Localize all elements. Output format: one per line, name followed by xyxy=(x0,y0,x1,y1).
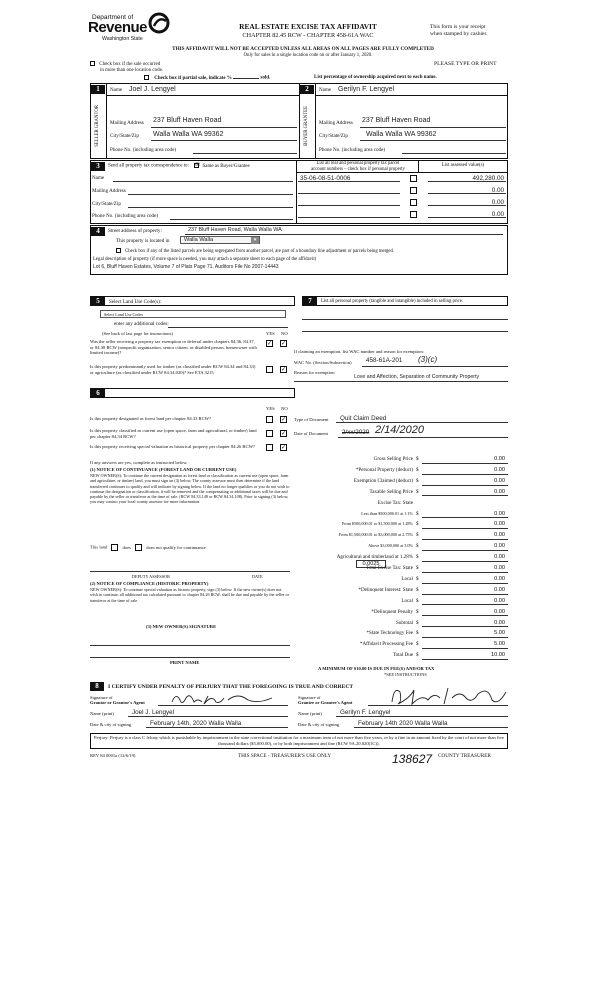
notice-2-body: NEW OWNER(S): To continue special valuation as historic property, sign (3) below. If the new owner(s) does not wish to continue, all additional tax calculated pursuant to chapter 84.26 RCW, shall be due and payable by the seller or transferor at the time of sale. xyxy=(90,587,290,603)
print-name-label: PRINT NAME xyxy=(170,660,200,665)
tax-row xyxy=(288,652,508,661)
seller-side-label-wrap xyxy=(91,95,105,157)
tax-label: Excise Tax: State xyxy=(377,499,413,506)
partial-sale-pct-field[interactable] xyxy=(233,78,259,79)
multi-location-label-2: in more than one location code. xyxy=(100,67,164,73)
tax-value[interactable]: 0.00 xyxy=(422,489,508,497)
sec6-q3-yes-checkbox[interactable] xyxy=(266,444,273,451)
tax-label: Subtotal xyxy=(396,619,413,626)
dollar-sign: $ xyxy=(416,608,419,615)
tax-label: From $500,000.01 to $1,500,000 at 1.28% xyxy=(341,521,413,527)
dor-swoosh-icon xyxy=(148,12,170,34)
doc-date-struck: 2/xx/2020 xyxy=(342,429,370,436)
tax-value[interactable]: 0.00 xyxy=(422,467,508,475)
seller-name-value[interactable]: Joel J. Lengyel xyxy=(129,85,176,93)
sec3-mailing-line[interactable] xyxy=(128,191,293,195)
assessed-header: List assessed value(s) xyxy=(441,163,485,168)
tax-value[interactable]: 0.00 xyxy=(422,456,508,464)
tax-label: *Affidavit Processing Fee xyxy=(359,641,413,648)
dor-logo xyxy=(88,8,178,44)
wac-value[interactable]: 458-61A-201 xyxy=(366,357,403,364)
exemption-label: If claiming an exemption, list WAC number and reason for exemption: xyxy=(294,349,424,354)
receipt-line-2: when stamped by cashier. xyxy=(430,30,488,37)
seller-phone-label: Phone No. (including area code) xyxy=(110,147,177,153)
notice-2-title: (2) NOTICE OF COMPLIANCE (HISTORIC PROPERTY) xyxy=(90,581,209,586)
street-value[interactable]: 237 Bluff Haven Road, Walla Walla WA xyxy=(188,227,282,233)
certify-text: I CERTIFY UNDER PENALTY OF PERJURY THAT THE FOREGOING IS TRUE AND CORRECT xyxy=(108,684,354,690)
buyer-mailing-label: Mailing Address xyxy=(319,120,353,126)
land-use-label: Select Land Use Code(s): xyxy=(109,299,162,305)
sec6-question-1: Is this property designated as forest land per chapter 84.33 RCW? xyxy=(90,416,212,421)
seller-name-label: Name xyxy=(110,87,123,93)
parcel-number[interactable]: 35-06-08-51-0006 xyxy=(300,175,351,182)
tax-value[interactable]: 0.00 xyxy=(422,521,508,529)
grantor-date-label: Date & city of signing xyxy=(90,722,132,727)
partial-sale-row xyxy=(144,75,270,82)
section-3-number: 3 xyxy=(91,162,105,171)
sec5-yes-header: YES xyxy=(266,331,275,336)
does-qualify-checkbox[interactable] xyxy=(111,544,118,551)
deputy-date-label: DATE xyxy=(252,574,263,579)
parcel-number-line xyxy=(298,217,400,218)
tax-label: Agricultural and timberland at 1.28% xyxy=(336,554,413,561)
logo-dept-text: Department of xyxy=(92,14,134,21)
tax-value[interactable]: 0.00 xyxy=(422,576,508,584)
stamp-number: 138627 xyxy=(392,752,433,766)
tax-label: Exemption Claimed (deduct) xyxy=(353,477,413,484)
tax-row xyxy=(288,565,508,574)
segregated-row xyxy=(116,248,394,254)
sec6-q2-no-checkbox[interactable]: ✓ xyxy=(281,431,287,437)
seller-city-label: City/State/Zip xyxy=(110,133,139,139)
sec5-question-1: Was the seller receiving a property tax exemption or deferral under chapters 84.36, 84.37, or 84.38 RCW (nonprofit organization, senior citizen, or disabled person, homeowner with limited income)? xyxy=(90,339,257,355)
tax-label: Above $3,000,000 at 3.0% xyxy=(368,543,413,549)
section-7-number: 7 xyxy=(303,297,317,306)
dollar-sign: $ xyxy=(416,532,419,539)
parcel-row xyxy=(298,186,508,197)
grantor-signature xyxy=(168,690,278,708)
personal-property-checkbox[interactable] xyxy=(410,211,417,218)
dollar-sign: $ xyxy=(416,641,419,648)
same-as-buyer-checkbox[interactable]: ☒ xyxy=(195,163,200,168)
buyer-name-value[interactable]: Gerilyn F. Lengyel xyxy=(338,85,395,93)
dollar-sign: $ xyxy=(416,586,419,593)
buyer-phone-line[interactable] xyxy=(402,148,506,154)
reason-label: Reason for exemption xyxy=(294,370,335,375)
logo-revenue-text: Revenue xyxy=(88,19,148,36)
dollar-sign: $ xyxy=(416,521,419,528)
section-8-number: 8 xyxy=(90,682,104,691)
sec6-q3-no-checkbox[interactable]: ✓ xyxy=(281,445,287,451)
sec3-name-line[interactable] xyxy=(113,178,293,182)
partial-sale-sold: sold. xyxy=(260,75,271,81)
dollar-sign: $ xyxy=(416,466,419,473)
treasurer-space: THIS SPACE - TREASURER'S USE ONLY xyxy=(238,753,332,759)
tax-value[interactable]: 0.00 xyxy=(422,511,508,519)
tax-row xyxy=(288,456,508,465)
grantor-date-value[interactable]: February 14th, 2020 Walla Walla xyxy=(150,720,242,727)
rev-number: REV 84 0001a (12/6/19) xyxy=(90,753,136,758)
assessed-value[interactable]: 0.00 xyxy=(491,211,504,218)
grantee-name-value[interactable]: Gerilyn F. Lengyel xyxy=(340,709,391,716)
perjury-notice: Perjury: Perjury is a class C felony which is punishable by imprisonment in the state correctional institution for a maximum term of not more than five years, or by a fine in an amount fixed by the court of not more than five thousand dollars ($5,000.00), or by both imprisonment and fine (RCW 9A.20.020(1C)). xyxy=(90,733,508,749)
affidavit-page xyxy=(88,8,514,838)
section-6-number: 6 xyxy=(91,389,105,398)
logo-state-text: Washington State xyxy=(102,36,143,42)
buyer-name-label: Name xyxy=(319,87,332,93)
personal-property-checkbox[interactable] xyxy=(410,199,417,206)
assessed-value[interactable]: 0.00 xyxy=(491,199,504,206)
this-land-label: This land xyxy=(90,544,108,550)
sec3-divider xyxy=(296,160,297,224)
grantor-name-value[interactable]: Joel J. Lengyel xyxy=(132,709,175,716)
tax-label: Less than $500,000.01 at 1.1% xyxy=(361,510,413,516)
segregated-checkbox[interactable] xyxy=(116,248,121,253)
send-correspondence-label: Send all property tax correspondence to: xyxy=(108,163,189,169)
tax-value[interactable]: 0.00 xyxy=(422,532,508,540)
tax-row xyxy=(288,609,508,618)
section-5-header xyxy=(90,296,295,306)
ownership-note: List percentage of ownership acquired next to each name. xyxy=(314,75,437,80)
sec6-question-3: Is this property receiving special valuation as historical property per chapter 84.26 RCW? xyxy=(90,444,255,449)
tax-row xyxy=(288,587,508,596)
dollar-sign: $ xyxy=(416,575,419,582)
tax-row xyxy=(288,641,508,650)
notice-1-title: (1) NOTICE OF CONTINUANCE (FOREST LAND OR CURRENT USE) xyxy=(90,467,237,472)
buyer-city-value[interactable]: Walla Walla WA 99362 xyxy=(366,131,437,138)
tax-label: *Personal Property (deduct) xyxy=(355,466,413,473)
tax-row xyxy=(288,500,508,509)
assessed-value[interactable]: 492,280.00 xyxy=(472,175,504,182)
new-owner-signature-label: (3) NEW OWNER(S) SIGNATURE xyxy=(146,624,217,629)
tax-label: *State Technology Fee xyxy=(366,630,413,637)
tax-value[interactable]: 0.00 xyxy=(422,587,508,595)
form-title: REAL ESTATE EXCISE TAX AFFIDAVIT xyxy=(239,22,377,31)
sec6-question-2: Is this property classified as current use (open space, farm and agricultural, or timber) land per chapter 84.34 RCW? xyxy=(90,428,257,439)
sec6-q1-yes-checkbox[interactable] xyxy=(266,416,273,423)
parcel-header-rule xyxy=(296,172,508,173)
tax-value[interactable]: 0.00 xyxy=(422,598,508,606)
sec5-q2-no-checkbox[interactable]: ✓ xyxy=(281,367,287,373)
tax-label: Taxable Selling Price xyxy=(369,488,413,495)
assessed-value[interactable]: 0.00 xyxy=(491,187,504,194)
sec6-yes-header: YES xyxy=(266,406,275,411)
receipt-note xyxy=(430,24,516,38)
tax-row xyxy=(288,598,508,607)
deputy-assessor-label: DEPUTY ASSESSOR xyxy=(132,574,170,579)
buyer-city-label: City/State/Zip xyxy=(319,133,348,139)
section-2-number: 2 xyxy=(300,85,314,94)
reason-value[interactable]: Love and Affection, Separation of Community Property xyxy=(354,374,480,380)
multi-location-check xyxy=(90,61,163,74)
tax-label: Total Due xyxy=(392,652,413,659)
buyer-side-label: BUYER GRANTEE xyxy=(304,106,310,146)
seller-mailing-label: Mailing Address xyxy=(110,120,144,126)
assessed-divider xyxy=(418,160,419,172)
sec5-no-header: NO xyxy=(281,331,288,336)
doc-date-handwritten[interactable]: 2/14/2020 xyxy=(375,424,424,436)
see-back-note: (See back of last page for instructions) xyxy=(102,331,173,336)
parcel-row xyxy=(298,210,508,221)
new-owner-signature-line[interactable] xyxy=(90,644,290,646)
sec5-question-2: Is this property predominantly used for timber (as classified under RCW 84.34 and 84.33) or agriculture (as classified under RCW 84.34.020)? See ETA 3215 xyxy=(90,364,256,375)
see-instructions-note: *SEE INSTRUCTIONS xyxy=(384,672,427,677)
only-sales-note: Only for sales in a single location code on or after January 1, 2020. xyxy=(243,53,373,58)
tax-value[interactable]: 5.00 xyxy=(422,641,508,649)
tax-row xyxy=(288,630,508,639)
parcel-header xyxy=(298,161,418,172)
personal-property-label: List all personal property (tangible and intangible) included in selling price. xyxy=(321,299,464,304)
please-type: PLEASE TYPE OR PRINT xyxy=(434,61,497,67)
parcel-header-line-2: account numbers – check box if personal property xyxy=(311,166,405,172)
street-label: Street address of property: xyxy=(108,228,162,234)
tax-label: From $1,500,000.01 to $3,000,000 at 2.75% xyxy=(338,532,413,538)
sec3-name-label: Name xyxy=(92,175,105,181)
grantee-sig-label-1: Signature of xyxy=(298,695,321,700)
sec3-city-label: City/State/Zip xyxy=(92,201,121,207)
grantee-signature xyxy=(388,684,512,708)
wac-handwritten: (3)(c) xyxy=(418,355,438,364)
dollar-sign: $ xyxy=(416,630,419,637)
additional-codes-label: enter any additional codes: xyxy=(114,321,169,327)
dollar-sign: $ xyxy=(416,488,419,495)
reason-line xyxy=(294,380,508,382)
parcel-row xyxy=(298,198,508,209)
dollar-sign: $ xyxy=(416,554,419,561)
section-6-header xyxy=(90,388,295,398)
located-value: Walla Walla xyxy=(184,237,214,243)
minimum-due-note: A MINIMUM OF $10.00 IS DUE IN FEE(S) AND/OR TAX xyxy=(318,666,435,671)
parcel-rows xyxy=(298,174,508,224)
tax-value[interactable]: 5.00 xyxy=(422,630,508,638)
if-any-yes: If any answers are yes, complete as instructed below. xyxy=(90,460,188,465)
tax-row xyxy=(288,478,508,487)
grantee-name-label: Name (print) xyxy=(298,711,322,716)
section-1-number: 1 xyxy=(91,85,105,94)
tax-row xyxy=(288,576,508,585)
same-as-buyer-label: Same as Buyer/Grantee xyxy=(202,163,250,169)
seller-city-value[interactable]: Walla Walla WA 99362 xyxy=(153,131,224,138)
grantor-sig-label-2: Grantor or Grantor's Agent xyxy=(90,700,145,706)
tax-value[interactable]: 0.00 xyxy=(422,478,508,486)
tax-label: Local xyxy=(401,575,413,582)
section-5-number: 5 xyxy=(91,297,105,306)
sec6-q2-yes-checkbox[interactable] xyxy=(266,430,273,437)
seller-side-label: SELLER GRANTOR xyxy=(95,105,101,147)
grantee-date-label: Date & city of signing xyxy=(298,722,340,727)
dollar-sign: $ xyxy=(416,597,419,604)
sec3-city-line[interactable] xyxy=(128,204,293,208)
grantee-sig-label-2: Grantee or Grantee's Agent xyxy=(298,700,353,706)
dollar-sign: $ xyxy=(416,510,419,517)
grantor-sig-label xyxy=(90,695,145,705)
does-not-qualify-checkbox[interactable] xyxy=(135,544,142,551)
does-label: does xyxy=(122,544,131,550)
buyer-fields xyxy=(315,84,508,159)
tax-row xyxy=(288,467,508,476)
local-rate-field[interactable]: 0.0025 xyxy=(356,560,386,568)
sec3-phone-line[interactable] xyxy=(170,216,293,220)
personal-property-line-1[interactable] xyxy=(302,318,508,320)
sec5-q2-yes-checkbox[interactable] xyxy=(266,366,273,373)
seller-fields xyxy=(106,84,299,159)
completion-notice: THIS AFFIDAVIT WILL NOT BE ACCEPTED UNLESS ALL AREAS ON ALL PAGES ARE FULLY COMPLETED xyxy=(172,46,434,52)
tax-label: Local xyxy=(401,597,413,604)
tax-row xyxy=(288,620,508,629)
tax-row xyxy=(288,554,508,563)
personal-property-line-2[interactable] xyxy=(302,330,508,332)
dollar-sign: $ xyxy=(416,565,419,571)
seller-mailing-value[interactable]: 237 Bluff Haven Road xyxy=(153,117,222,124)
buyer-mailing-value[interactable]: 237 Bluff Haven Road xyxy=(362,117,431,124)
doc-type-value[interactable]: Quit Claim Deed xyxy=(340,415,387,422)
sec6-no-header: NO xyxy=(281,406,288,411)
land-use-placeholder: Select Land Use Codes xyxy=(104,312,143,317)
tax-row xyxy=(288,511,508,520)
sec3-mailing-label: Mailing Address xyxy=(92,188,126,194)
personal-property-checkbox[interactable] xyxy=(410,187,417,194)
seller-address-area xyxy=(106,96,299,159)
dollar-sign: $ xyxy=(416,619,419,626)
tax-label: Gross Selling Price xyxy=(373,456,413,462)
partial-sale-label: Check box if partial sale, indicate % xyxy=(154,75,232,81)
deputy-assessor-line[interactable] xyxy=(90,570,290,572)
doc-type-label: Type of Document xyxy=(294,417,329,422)
doc-date-label: Date of Document xyxy=(294,431,328,436)
legal-value[interactable]: Lot 6, Bluff Haven Estates, Volume 7 of Plats Page 71, Auditors File No 2007-14443 xyxy=(93,264,279,270)
grantor-sig-label-1: Signature of xyxy=(90,695,113,700)
notice-1-body: NEW OWNER(S): To continue the current designation as forest land or classification as current use (open space, farm and agriculture, or timber) land, you must sign on (3) below. The county assessor must then determine if the land transferred continues to qualify and will indicate by signing below. If the land no longer qualifies or you do not wish to continue the designation or classification, it will be removed and the compensating or additional taxes will be due and payable by the seller or transferor at the time of sale. (RCW 84.33.140 or RCW 84.34.108). Prior to signing (3) below, you may contact your local county assessor for more information. xyxy=(90,473,290,505)
county-treasurer: COUNTY TREASURER xyxy=(438,753,491,759)
grantee-sig-label xyxy=(298,695,352,705)
does-not-label: does not qualify for continuance. xyxy=(146,544,207,550)
tax-value[interactable]: 0.00 xyxy=(422,543,508,551)
tax-value[interactable]: 0.00 xyxy=(422,554,508,562)
personal-property-checkbox[interactable] xyxy=(410,175,417,182)
tax-value[interactable]: 0.00 xyxy=(422,609,508,617)
form-subtitle: CHAPTER 82.45 RCW - CHAPTER 458-61A WAC xyxy=(242,32,374,39)
seller-name-row xyxy=(106,84,299,96)
multi-location-checkbox[interactable] xyxy=(90,61,95,66)
receipt-line-1: This form is your receipt xyxy=(430,24,486,30)
dollar-sign: $ xyxy=(416,652,419,659)
tax-row xyxy=(288,543,508,552)
parcel-header-line-1: List all real and personal property tax parcel xyxy=(316,161,400,166)
parcel-number-line xyxy=(298,193,400,194)
send-correspondence-row xyxy=(108,163,250,170)
buyer-side-label-wrap xyxy=(300,95,314,157)
parcel-row xyxy=(298,174,508,185)
grantor-name-label: Name (print) xyxy=(90,711,114,716)
continuance-row xyxy=(90,544,207,551)
dollar-sign: $ xyxy=(416,456,419,462)
parcel-number-line xyxy=(298,205,400,206)
tax-label: Total Excise Tax: State xyxy=(366,565,413,571)
tax-label: *Delinquent Interest: State xyxy=(358,586,413,593)
dollar-sign: $ xyxy=(416,543,419,550)
sec5-q1-no-checkbox[interactable]: ✓ xyxy=(281,341,287,347)
land-use-select[interactable] xyxy=(100,310,286,318)
sec6-q1-no-checkbox[interactable]: ✓ xyxy=(281,417,287,423)
section-4-number: 4 xyxy=(91,227,105,236)
tax-table xyxy=(288,456,508,666)
sec3-phone-label: Phone No. (including area code) xyxy=(92,213,159,219)
additional-codes-line[interactable] xyxy=(168,323,288,328)
grantee-date-value[interactable]: February 14th 2020 Walla Walla xyxy=(358,720,448,727)
tax-label: *Delinquent Penalty xyxy=(371,608,413,615)
tax-value[interactable]: 10.00 xyxy=(422,652,508,660)
tax-row xyxy=(288,532,508,541)
dollar-sign: $ xyxy=(416,477,419,484)
wac-label: WAC No. (Section/Subsection) xyxy=(294,360,352,365)
print-name-line[interactable] xyxy=(90,656,290,658)
sec5-q1-yes-checkbox[interactable]: ✓ xyxy=(267,341,273,347)
located-select[interactable] xyxy=(180,236,260,244)
tax-value[interactable]: 0.00 xyxy=(422,565,508,573)
buyer-name-row xyxy=(315,84,508,96)
partial-sale-checkbox[interactable] xyxy=(144,75,149,80)
segregated-label: Check box if any of the listed parcels are being segregated from another parcel, are part of a boundary line adjustment or parcels being merged. xyxy=(125,248,394,254)
located-label: This property is located in xyxy=(116,238,170,244)
tax-value[interactable]: 0.00 xyxy=(422,620,508,628)
seller-phone-line[interactable] xyxy=(193,148,297,154)
multi-location-label-1: Check box if the sale occurred xyxy=(99,61,161,67)
buyer-phone-label: Phone No. (including area code) xyxy=(319,147,386,153)
legal-label: Legal description of property (if more space is needed, you may attach a separate sheet to each page of the affidavit) xyxy=(93,257,317,262)
tax-row xyxy=(288,521,508,530)
section-7-header xyxy=(302,296,508,306)
chevron-down-icon[interactable]: ▾ xyxy=(251,237,259,244)
tax-row xyxy=(288,489,508,498)
buyer-address-area xyxy=(315,96,508,159)
